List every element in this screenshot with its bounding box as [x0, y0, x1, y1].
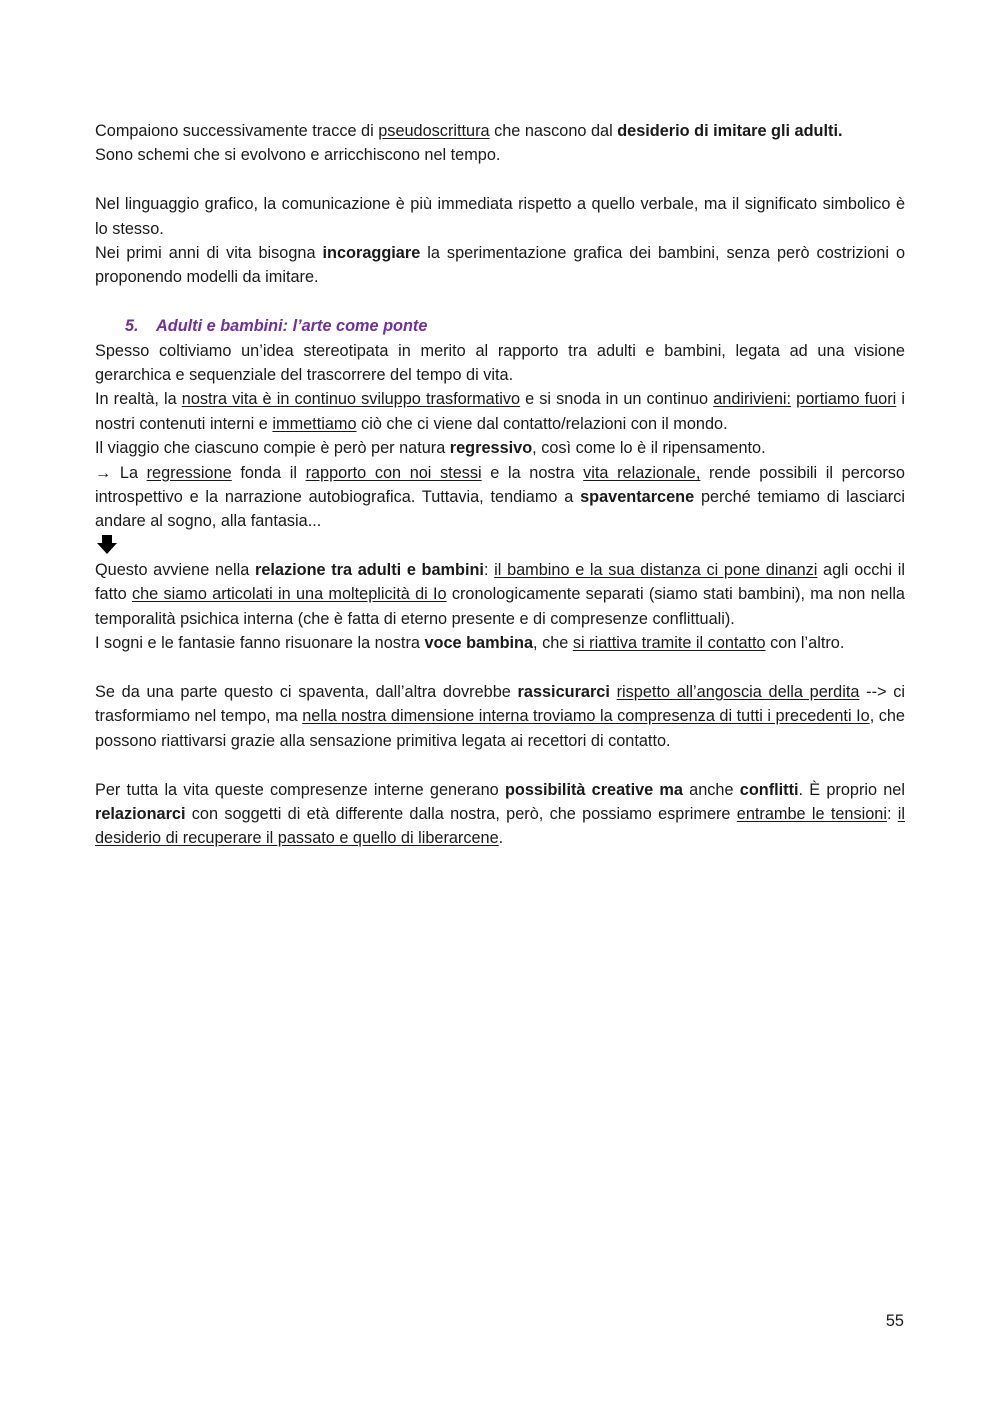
text-run: Nei primi anni di vita bisogna	[95, 244, 323, 263]
bold-term: incoraggiare	[322, 244, 421, 263]
bold-term: rassicurarci	[517, 682, 610, 701]
text-run: La	[111, 463, 147, 482]
bold-term: possibilità creative ma	[504, 780, 683, 799]
underlined-term: nostra vita è in continuo sviluppo trasformativo	[181, 390, 521, 409]
bold-term: regressivo	[449, 439, 533, 458]
underlined-term: immettiamo	[272, 414, 357, 433]
underlined-term: il desiderio di recuperare il passato e quello di liberarcene	[95, 804, 905, 848]
section-number: 5.	[125, 317, 139, 336]
text-run: --> ci trasformiamo nel tempo, ma	[95, 682, 905, 726]
text-run: rende possibili il percorso introspettivo e la narrazione autobiografica. Tuttavia, tendiamo a	[95, 463, 905, 507]
page-body	[95, 119, 905, 851]
text-run: Se da una parte questo ci spaventa, dall’altra dovrebbe	[95, 682, 518, 701]
text-run: Questo avviene nella	[95, 560, 256, 579]
paragraph-gap	[95, 656, 905, 680]
text-run: Compaiono successivamente tracce di	[95, 122, 379, 140]
paragraph-regressivo	[95, 436, 905, 460]
underlined-term: pseudoscrittura	[378, 122, 490, 140]
section-heading	[95, 314, 905, 338]
text-run: con l’altro.	[765, 634, 845, 653]
text-run: i nostri contenuti interni e	[95, 390, 905, 433]
bold-term: voce bambina	[424, 634, 534, 653]
text-run: perché temiamo di lasciarci andare al sogno, alla fantasia...	[95, 488, 905, 531]
text-run: Sono schemi che si evolvono e arricchiscono nel tempo.	[95, 146, 501, 165]
underlined-term: rispetto all’angoscia della perdita	[616, 682, 860, 701]
text-run: , così come lo è il ripensamento.	[532, 439, 766, 458]
bold-term: desiderio di imitare gli adulti.	[617, 122, 843, 140]
paragraph-gap	[95, 753, 905, 777]
paragraph-regressione	[95, 461, 905, 534]
text-run: .	[498, 829, 504, 848]
paragraph-rassicurarci	[95, 680, 905, 753]
paragraph-linguaggio-grafico	[95, 192, 905, 241]
underlined-term: si riattiva tramite il contatto	[572, 634, 766, 653]
text-run: In realtà, la	[95, 390, 182, 409]
paragraph-gap	[95, 168, 905, 192]
text-run: Spesso coltiviamo un’idea stereotipata in merito al rapporto tra adulti e bambini, legata ad una visione gerarchica e sequenziale del trascorrere del tempo di vita.	[95, 341, 905, 385]
text-run: Per tutta la vita queste compresenze interne generano	[95, 780, 505, 799]
down-arrow-icon	[96, 535, 118, 555]
text-run: con soggetti di età differente dalla nostra, però, che possiamo esprimere	[185, 804, 737, 823]
text-run: , che possono riattivarsi grazie alla sensazione primitiva legata ai recettori di contatto.	[95, 707, 905, 750]
text-run: agli occhi il fatto	[95, 560, 905, 604]
paragraph-relazione-adulti-bambini	[95, 558, 905, 631]
underlined-term: andirivieni:	[713, 390, 792, 409]
right-arrow-icon: →	[95, 463, 112, 482]
paragraph-sviluppo-trasformativo	[95, 387, 905, 436]
underlined-term: il bambino e la sua distanza ci pone dinanzi	[494, 560, 818, 579]
bold-term: relazionarci	[95, 804, 186, 823]
text-run: anche	[682, 780, 740, 799]
text-run: I sogni e le fantasie fanno risuonare la nostra	[95, 634, 425, 653]
underlined-term: entrambe le tensioni	[736, 804, 887, 823]
paragraph-compresenze	[95, 778, 905, 851]
text-run: ciò che ci viene dal contatto/relazioni con il mondo.	[356, 414, 728, 433]
text-run: Nel linguaggio grafico, la comunicazione è più immediata rispetto a quello verbale, ma il significato simbolico è lo stesso.	[95, 195, 905, 238]
text-run: e la nostra	[481, 463, 584, 482]
paragraph-gap	[95, 290, 905, 314]
text-run	[610, 683, 617, 701]
underlined-term: nella nostra dimensione interna troviamo la compresenza di tutti i precedenti Io	[302, 707, 870, 726]
underlined-term: regressione	[146, 463, 232, 482]
text-run: Il viaggio che ciascuno compie è però per natura	[95, 439, 450, 458]
paragraph-idea-stereotipata	[95, 339, 905, 388]
paragraph-pseudoscrittura	[95, 119, 905, 168]
text-run: cronologicamente separati (siamo stati bambini), ma non nella temporalità psichica interna (che è fatta di eterno presente e di compresenze conflittuali).	[95, 585, 905, 628]
bold-term: conflitti	[739, 780, 799, 799]
text-run: :	[886, 804, 898, 823]
underlined-term: portiamo fuori	[796, 390, 897, 409]
text-run: , che	[533, 634, 573, 653]
text-run: . È proprio nel	[798, 780, 905, 799]
text-run: la sperimentazione grafica dei bambini, senza però costrizioni o proponendo modelli da imitare.	[95, 244, 905, 287]
text-run: e si snoda in un continuo	[520, 390, 714, 409]
section-title: Adulti e bambini: l’arte come ponte	[156, 317, 428, 336]
underlined-term: vita relazionale,	[583, 463, 701, 482]
text-run: fonda il	[231, 463, 306, 482]
underlined-term: rapporto con noi stessi	[305, 463, 482, 482]
underlined-term: che siamo articolati in una molteplicità di Io	[131, 585, 447, 604]
page-number: 55	[885, 1312, 904, 1330]
text-run: che nascono dal	[489, 122, 618, 140]
paragraph-voce-bambina	[95, 631, 905, 655]
paragraph-incoraggiare	[95, 241, 905, 290]
bold-term: spaventarcene	[580, 488, 695, 507]
bold-term: relazione tra adulti e bambini	[255, 560, 484, 579]
text-run: :	[483, 560, 495, 579]
